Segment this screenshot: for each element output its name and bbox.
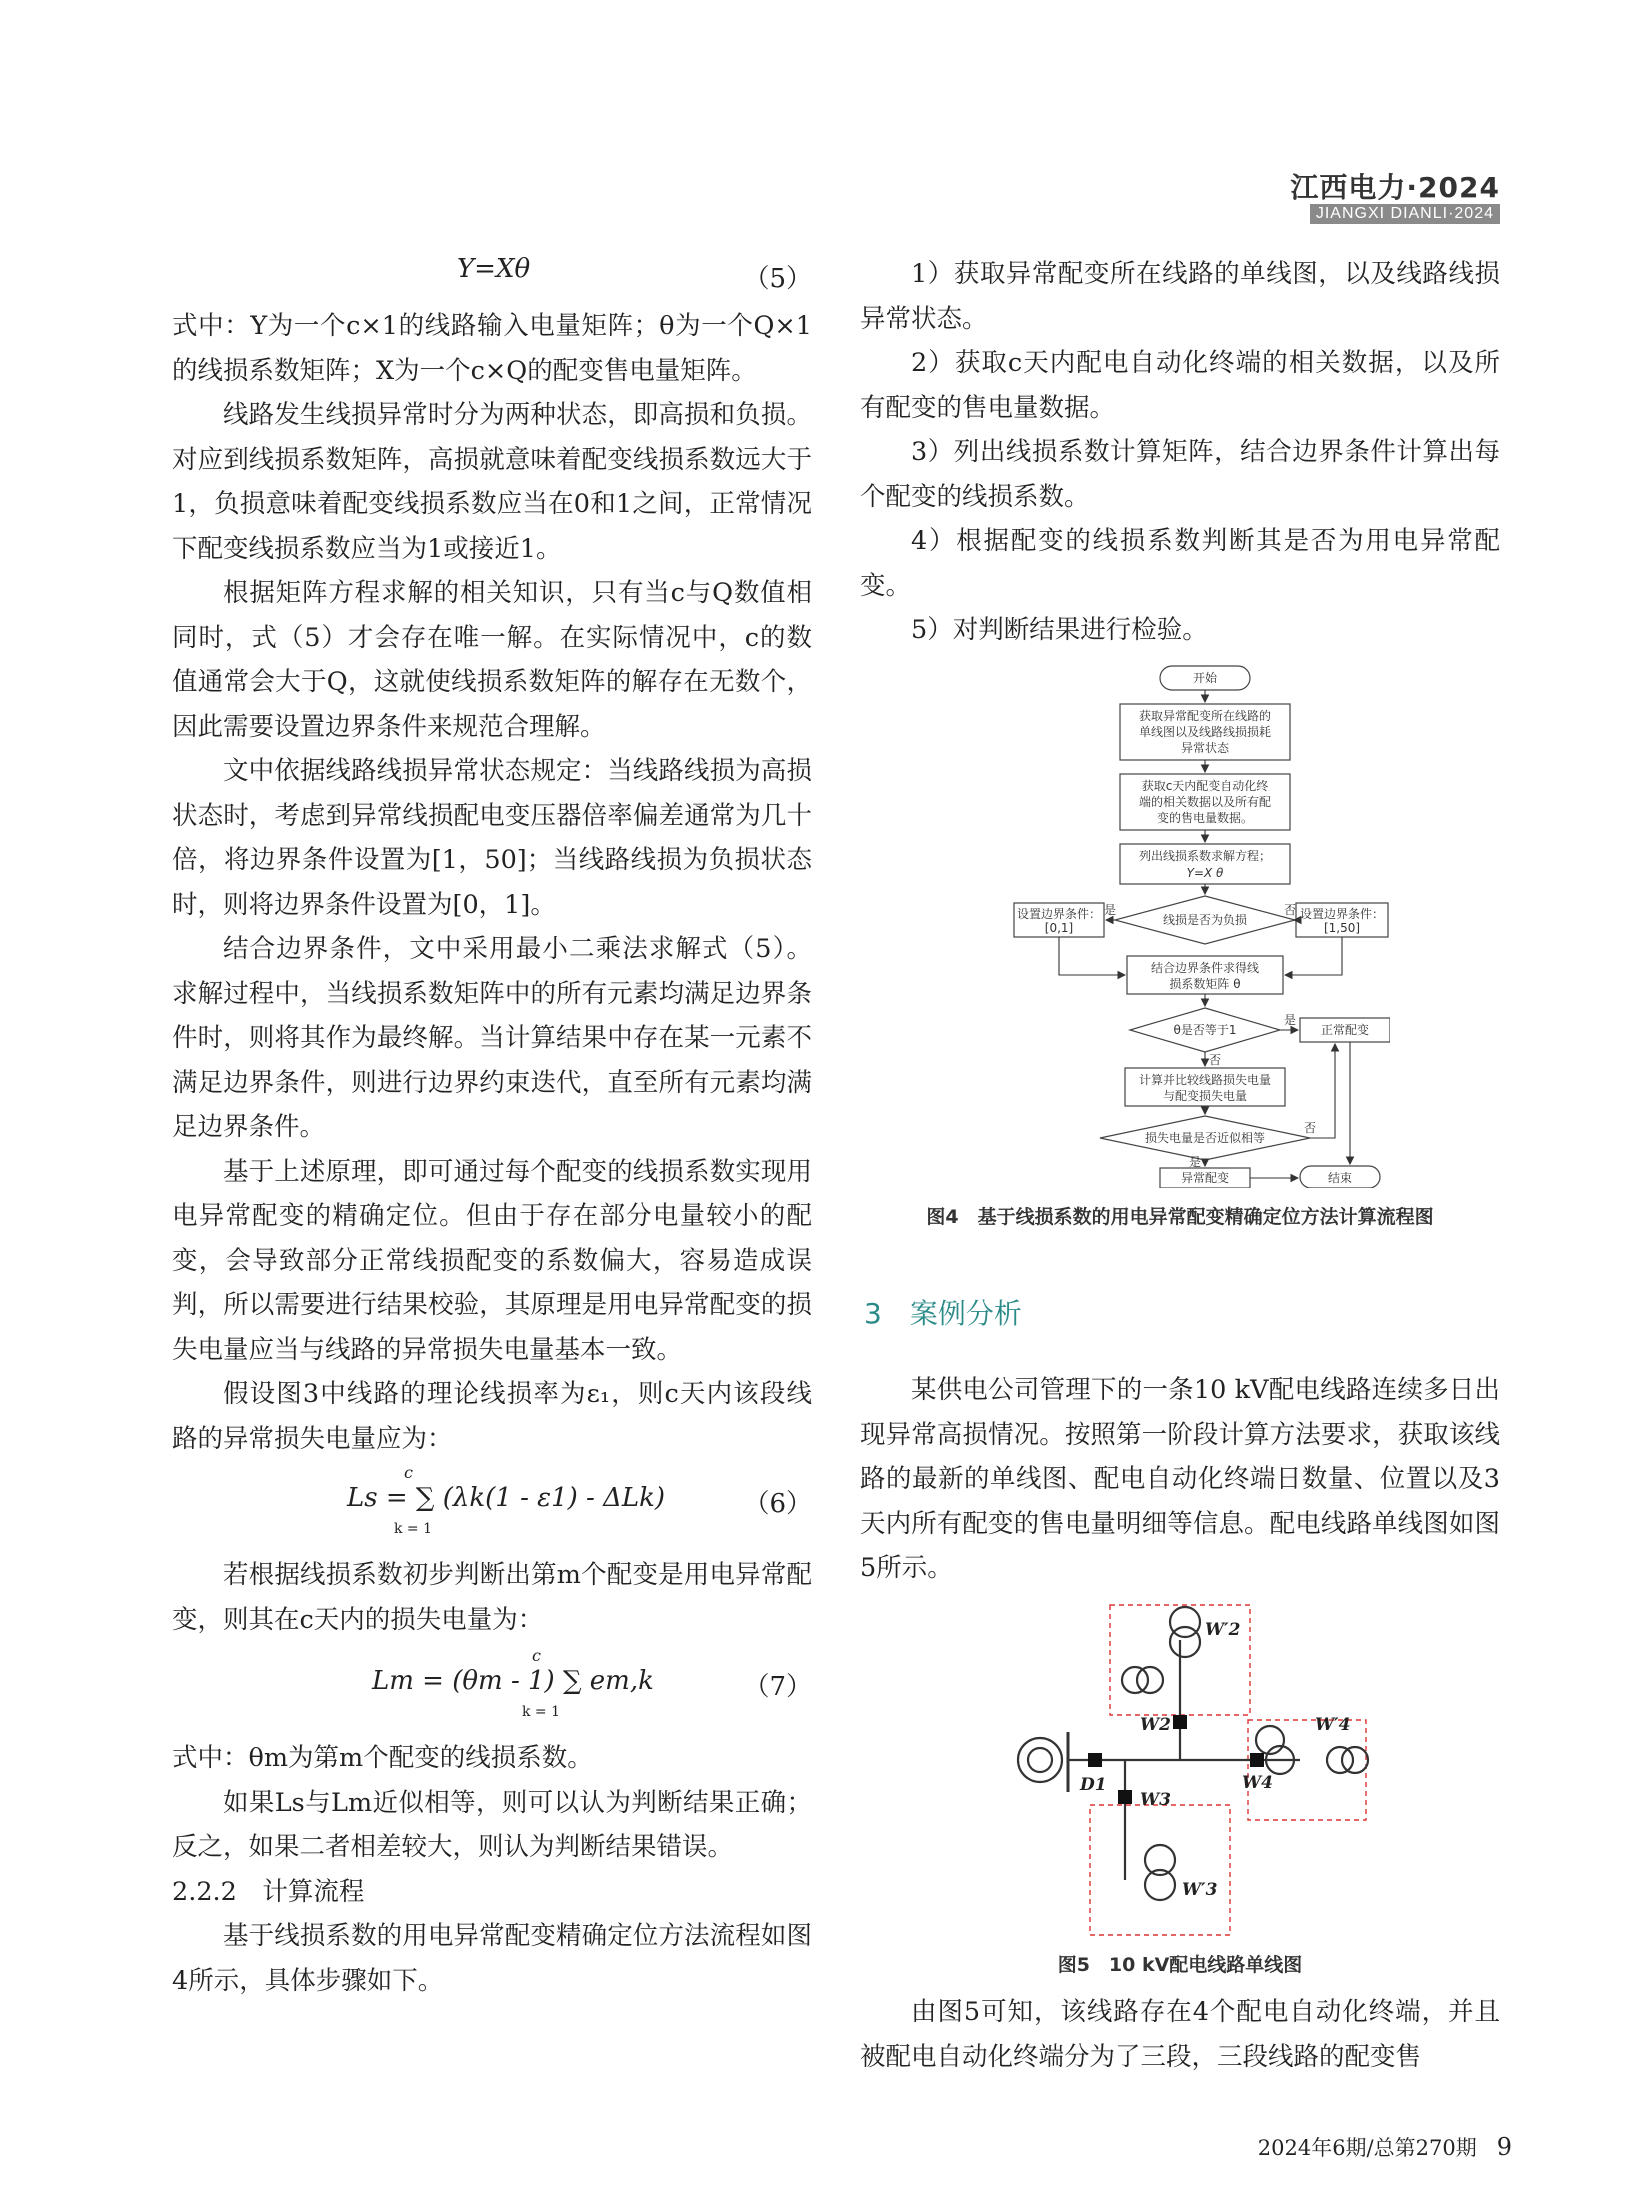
equation-6-sum-top: c [404, 1463, 413, 1482]
label-w3: W3 [1140, 1790, 1171, 1810]
flow-right-box-line: [1,50] [1323, 921, 1361, 935]
flow-box-2-line: 变的售电量数据。 [1156, 811, 1254, 825]
step-4: 4）根据配变的线损系数判断其是否为用电异常配变。 [860, 526, 1500, 601]
paragraph: 式中：Y为一个c×1的线路输入电量矩阵；θ为一个Q×1的线损系数矩阵；X为一个c×Q的配变售电量矩阵。 [172, 311, 812, 386]
label-w3-prime: W′3 [1182, 1880, 1218, 1900]
issue-info: 2024年6期/总第270期 [1257, 2136, 1477, 2160]
paragraph: 线路发生线损异常时分为两种状态，即高损和负损。对应到线损系数矩阵，高损就意味着配变线损系数远大于1，负损意味着配变线损系数应当在0和1之间，正常情况下配变线损系数应当为1或接近1。 [172, 400, 812, 564]
equation-5-number: （5） [743, 264, 812, 294]
flow-no-label: 否 [1283, 903, 1297, 917]
equation-6 [172, 1461, 812, 1553]
step-1: 1）获取异常配变所在线路的单线图，以及线路线损异常状态。 [860, 259, 1500, 334]
paragraph: 根据矩阵方程求解的相关知识，只有当c与Q数值相同时，式（5）才会存在唯一解。在实际情况中，c的数值通常会大于Q，这就使线损系数矩阵的解存在无数个，因此需要设置边界条件来规范合理解。 [172, 578, 812, 742]
equation-7 [172, 1642, 812, 1736]
flow-yes-label: 是 [1188, 1155, 1202, 1169]
equation-7-sum-bottom: k = 1 [522, 1704, 561, 1720]
step-3: 3）列出线损系数计算矩阵，结合边界条件计算出每个配变的线损系数。 [860, 437, 1500, 512]
flow-no-label: 否 [1303, 1121, 1317, 1135]
flow-box-2-line: 获取c天内配变自动化终 [1141, 779, 1269, 793]
flow-abnormal-label: 异常配变 [1180, 1171, 1230, 1185]
flow-box-4-line: 结合边界条件求得线 [1150, 961, 1260, 975]
flow-end-label: 结束 [1327, 1171, 1353, 1185]
equation-6-number: （6） [743, 1489, 812, 1519]
flow-box-2-line: 端的相关数据以及所有配 [1138, 795, 1272, 809]
paragraph: 式中：θm为第m个配变的线损系数。 [172, 1743, 593, 1773]
right-column [860, 252, 1500, 653]
right-column-lower [860, 1368, 1500, 1591]
journal-subtitle: JIANGXI DIANLI·2024 [1310, 204, 1500, 224]
terminal-w2 [1173, 1715, 1187, 1729]
flow-box-3-line: Y=X θ [1186, 866, 1224, 880]
flow-yes-label: 是 [1103, 903, 1117, 917]
flow-left-box-line: [0,1] [1044, 921, 1074, 935]
single-line-diagram-figure-5 [1010, 1600, 1390, 1940]
equation-7-body: Lm = (θm - 1) ∑ em,k [372, 1666, 654, 1696]
paragraph: 基于线损系数的用电异常配变精确定位方法流程如图4所示，具体步骤如下。 [172, 1921, 812, 1996]
paragraph: 基于上述原理，即可通过每个配变的线损系数实现用电异常配变的精确定位。但由于存在部分电量较小的配变，会导致部分正常线损配变的系数偏大，容易造成误判，所以需要进行结果校验，其原理是用电异常配变的损失电量应当与线路的异常损失电量基本一致。 [172, 1156, 812, 1365]
flow-decision-3-label: 损失电量是否近似相等 [1144, 1131, 1266, 1145]
equation-7-sum-top: c [532, 1646, 541, 1665]
flow-decision-2-label: θ是否等于1 [1173, 1023, 1237, 1037]
terminal-w4 [1250, 1753, 1264, 1767]
label-w4: W4 [1242, 1773, 1273, 1793]
paragraph: 若根据线损系数初步判断出第m个配变是用电异常配变，则其在c天内的损失电量为： [172, 1560, 812, 1635]
paragraph: 如果Ls与Lm近似相等，则可以认为判断结果正确；反之，如果二者相差较大，则认为判断结果错误。 [172, 1787, 812, 1862]
journal-title: 江西电力·2024 [1290, 171, 1500, 204]
page-footer [1258, 2132, 1512, 2162]
flow-decision-1-label: 线损是否为负损 [1162, 913, 1248, 927]
paragraph: 由图5可知，该线路存在4个配电自动化终端，并且被配电自动化终端分为了三段，三段线路的配变售 [860, 1997, 1500, 2072]
label-w2: W2 [1140, 1715, 1171, 1735]
flow-box-5-line: 与配变损失电量 [1162, 1089, 1248, 1103]
flow-box-1-line: 获取异常配变所在线路的 [1138, 709, 1272, 723]
equation-5 [172, 252, 812, 304]
step-5: 5）对判断结果进行检验。 [911, 615, 1208, 645]
flow-box-4-line: 损系数矩阵 θ [1169, 977, 1241, 991]
flow-box-1-line: 异常状态 [1180, 741, 1230, 755]
subsection-heading: 2.2.2 计算流程 [172, 1876, 365, 1907]
flow-left-box-line: 设置边界条件： [1016, 907, 1102, 921]
flow-normal-label: 正常配变 [1320, 1023, 1370, 1037]
figure-5-caption: 图5 10 kV配电线路单线图 [1057, 1954, 1303, 1976]
label-w4-prime: W′4 [1315, 1715, 1351, 1735]
flow-box-1-line: 单线图以及线路线损损耗 [1138, 725, 1272, 739]
section-3-heading: 3 案例分析 [864, 1297, 1022, 1330]
equation-6-sum-bottom: k = 1 [394, 1521, 433, 1537]
flow-yes-label: 是 [1283, 1013, 1297, 1027]
figure-4-caption: 图4 基于线损系数的用电异常配变精确定位方法计算流程图 [926, 1206, 1434, 1228]
terminal-w3 [1118, 1790, 1132, 1804]
paragraph: 结合边界条件，文中采用最小二乘法求解式（5）。求解过程中，当线损系数矩阵中的所有元素均满足边界条件时，则将其作为最终解。当计算结果中存在某一元素不满足边界条件，则进行边界约束迭代，直至所有元素均满足边界条件。 [172, 934, 812, 1142]
flow-box-5-line: 计算并比较线路损失电量 [1138, 1073, 1272, 1087]
paragraph: 文中依据线路线损异常状态规定：当线路线损为高损状态时，考虑到异常线损配电变压器倍率偏差通常为几十倍，将边界条件设置为[1，50]；当线路线损为负损状态时，则将边界条件设置为[0，1]。 [172, 756, 812, 920]
paragraph: 某供电公司管理下的一条10 kV配电线路连续多日出现异常高损情况。按照第一阶段计算方法要求，获取该线路的最新的单线图、配电自动化终端日数量、位置以及3天内所有配变的售电量明细等信息。配电线路单线图如图5所示。 [860, 1375, 1500, 1583]
flowchart-figure-4 [1010, 656, 1390, 1188]
terminal-d1 [1088, 1753, 1102, 1767]
flow-no-label: 否 [1208, 1053, 1222, 1067]
paragraph: 假设图3中线路的理论线损率为ε₁，则c天内该段线路的异常损失电量应为： [172, 1379, 812, 1454]
right-column-bottom [860, 1990, 1500, 2079]
label-d1: D1 [1080, 1775, 1107, 1795]
equation-7-number: （7） [743, 1672, 812, 1702]
equation-6-body: Ls = ∑ (λk(1 - ε1) - ΔLk) [347, 1483, 666, 1513]
flow-start: 开始 [1192, 671, 1218, 685]
flow-box-3-line: 列出线损系数求解方程； [1138, 849, 1272, 863]
step-2: 2）获取c天内配电自动化终端的相关数据，以及所有配变的售电量数据。 [860, 348, 1500, 423]
flow-right-box-line: 设置边界条件： [1299, 907, 1385, 921]
label-w2-prime: W′2 [1205, 1620, 1241, 1640]
page-number: 9 [1496, 2133, 1512, 2161]
equation-5-body: Y=Xθ [457, 254, 531, 284]
left-column [172, 252, 812, 2003]
